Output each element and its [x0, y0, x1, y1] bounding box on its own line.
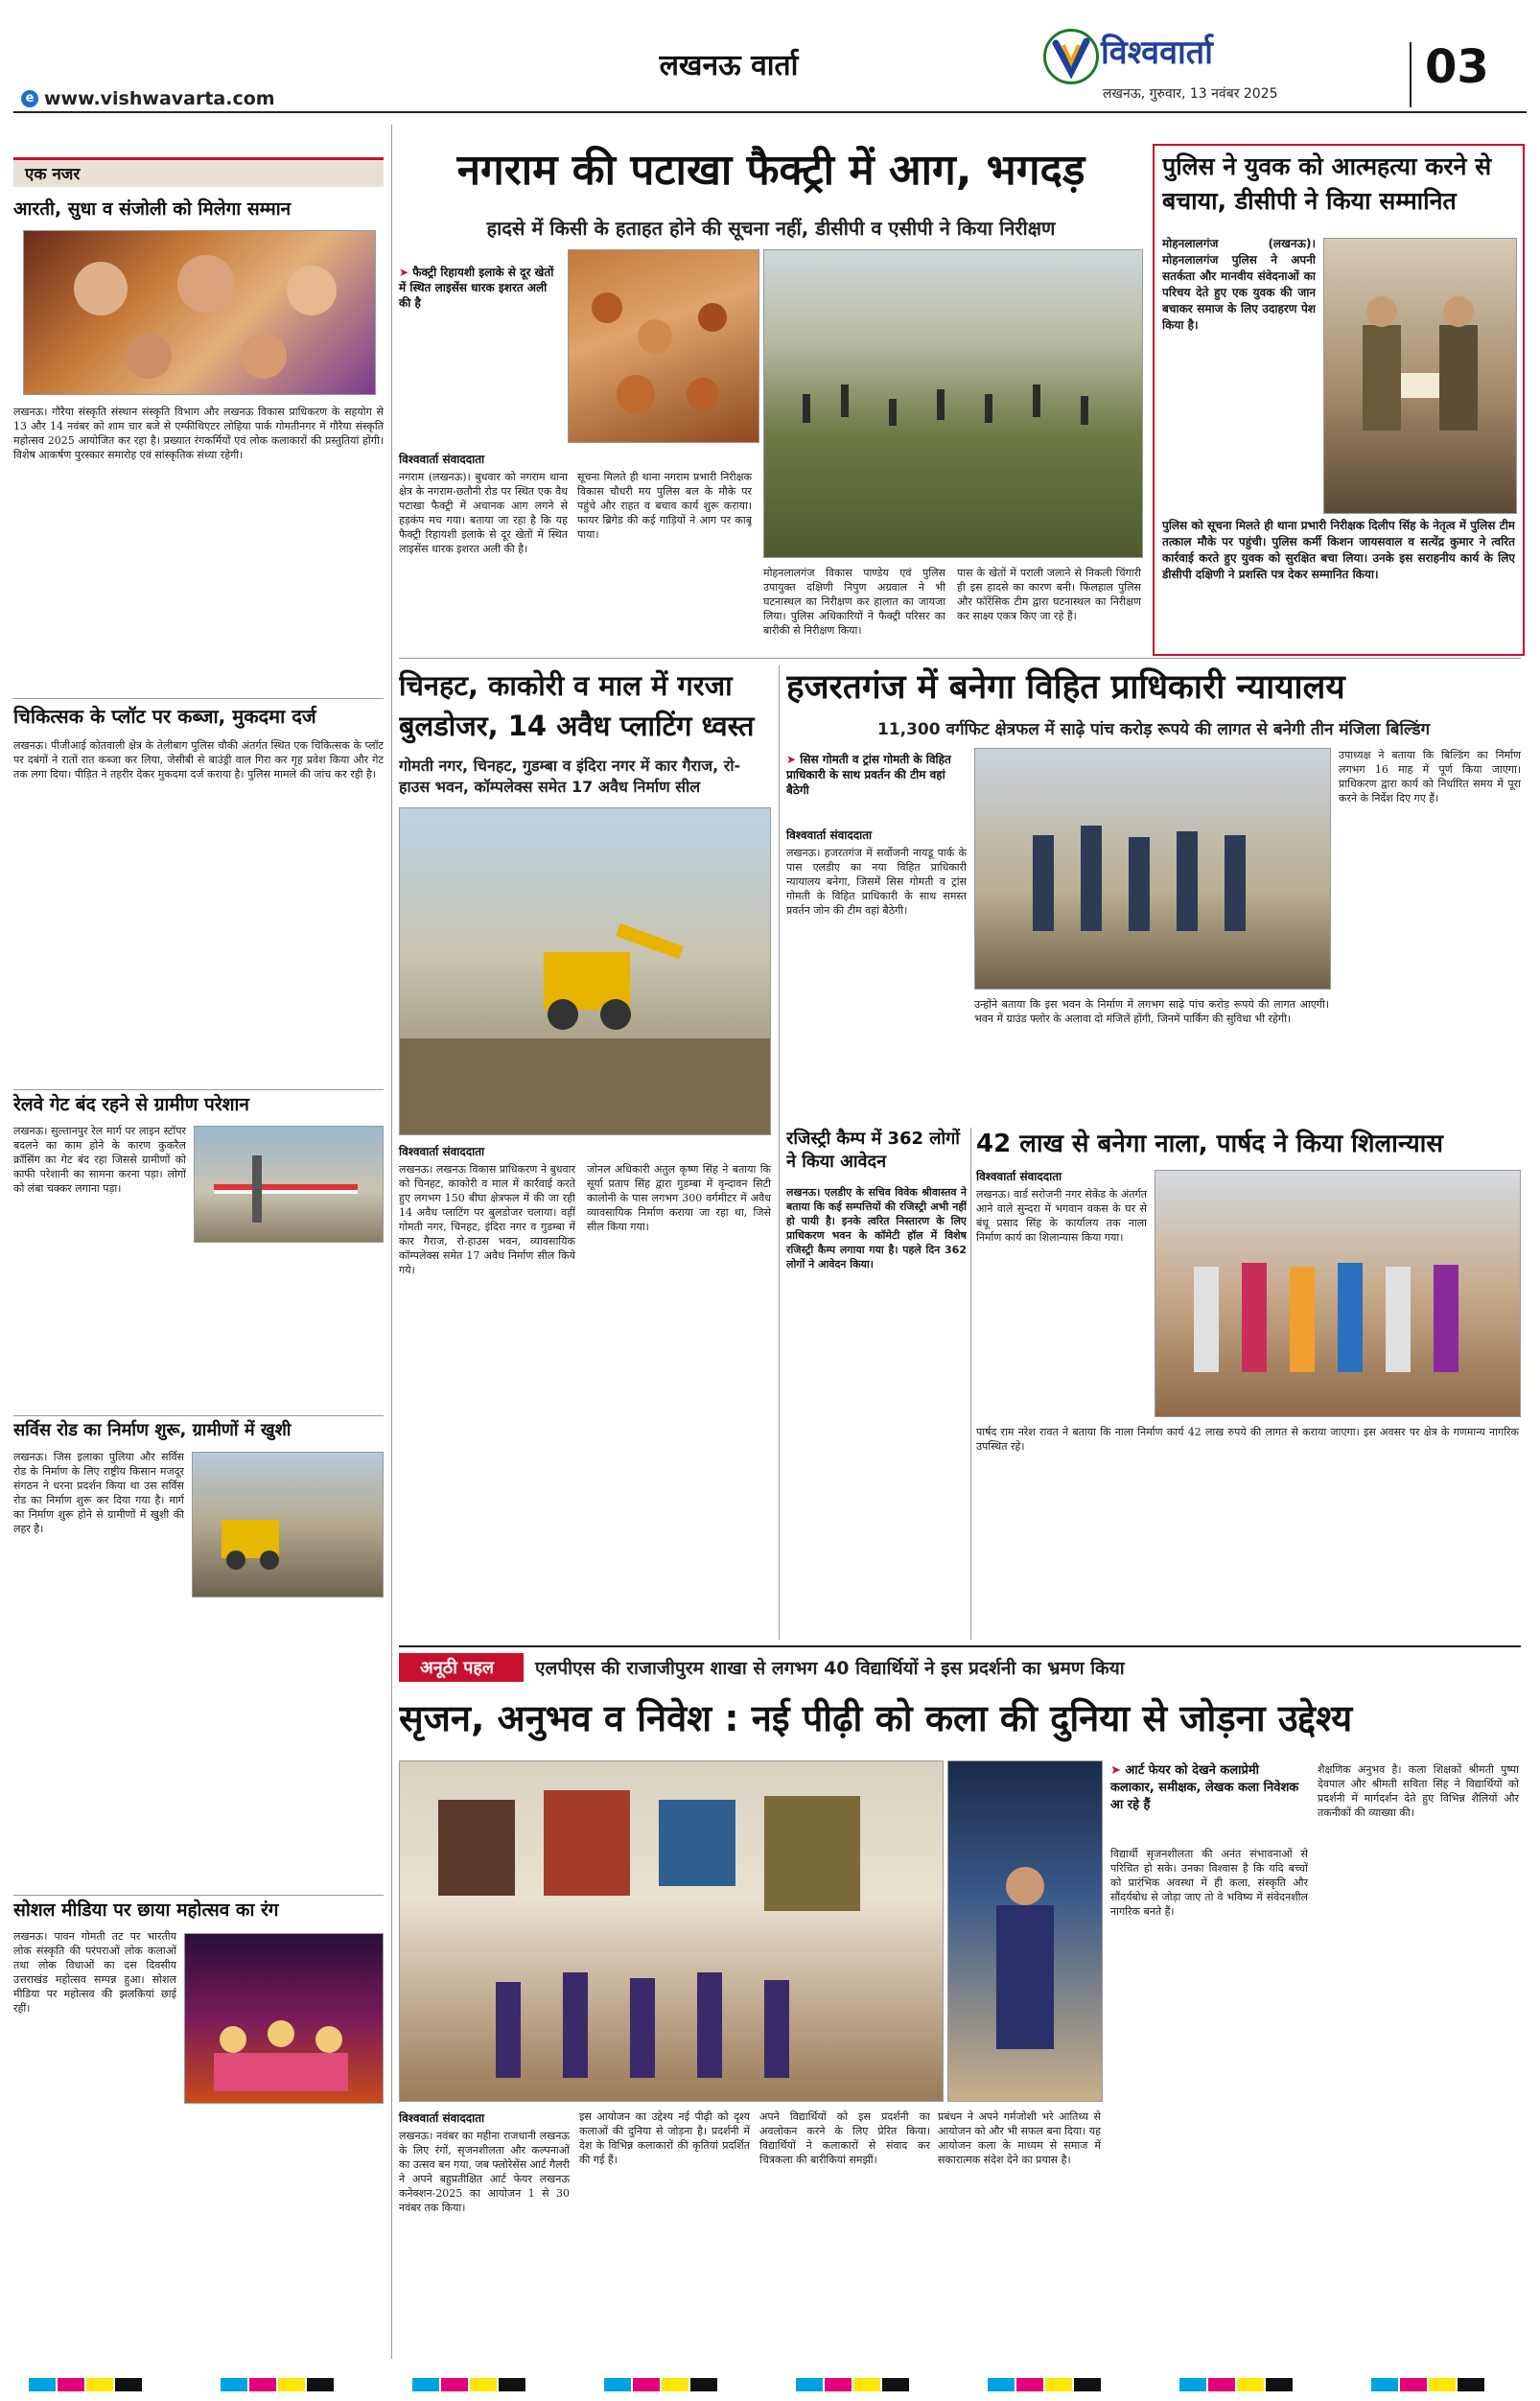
court-headline: हजरतगंज में बनेगा विहित प्राधिकारी न्यायालय: [786, 668, 1345, 707]
lead-body-col1: नगराम (लखनऊ)। बुधवार को नगराम थाना क्षेत्र के नगराम-छतौनी रोड पर स्थित एक वैध पटाखा फैक्ट्री में अचानक आग लगने से हड़कंप मच गया। बताया जा रहा है कि यह फैक्ट्री रिहायशी इलाके से दूर खेतों में स्थित लाइसेंस धारक इशरत अली की है।: [399, 471, 568, 555]
photo-crowd-field: [763, 249, 1143, 558]
headline-doctor-plot: चिकित्सक के प्लॉट पर कब्जा, मुकदमा दर्ज: [13, 705, 316, 728]
bulldozer-headline: चिनहट, काकोरी व माल में गरजा बुलडोजर, 14 अवैध प्लाटिंग ध्वस्त: [399, 669, 755, 742]
photo-firecracker-debris: [568, 249, 759, 443]
body-railway-gate: लखनऊ। सुल्तानपुर रेल मार्ग पर लाइन स्टॉपर बदलने का काम होने के कारण कुकरैल क्रॉसिंग का गेट बंद रहा जिससे ग्रामीणों को काफी परेशानी का सामना करना पड़ा। लोगों को लंबा चक्कर लगाना पड़ा।: [13, 1125, 186, 1195]
art-body-6: शैक्षणिक अनुभव है। कला शिक्षकों श्रीमती पुष्पा देवपाल और श्रीमती सविता सिंह ने विद्यार्थियों को प्रदर्शनी में मार्गदर्शन देते हुए विभिन्न शैलियों और तकनीकों की व्याख्या की।: [1318, 1763, 1519, 1819]
body-social-media-cont: [13, 2129, 384, 2349]
art-kicker-text: आर्ट फेयर को देखने कलाप्रेमी कलाकार, समीक्षक, लेखक कला निवेशक आ रहे हैं: [1110, 1763, 1299, 1812]
art-kicker: [1110, 1762, 1302, 1814]
photo-folk-festival: [184, 1933, 384, 2104]
photo-award-collage: [23, 230, 376, 395]
court-subhead: 11,300 वर्गफिट क्षेत्रफल में साढ़े पांच करोड़ रूपये की लागत से बनेगी तीन मंजिला बिल्डिंग: [876, 720, 1431, 739]
brand-logo-icon: [1043, 29, 1099, 84]
court-kicker: [786, 752, 968, 798]
drain-story: [976, 1128, 1521, 1640]
court-story: [786, 665, 1521, 1116]
body-service-road: लखनऊ। जिस इलाका पुलिया और सर्विस रोड के निर्माण के लिए राष्ट्रीय किसान मजदूर संगठन ने धरना प्रदर्शन किया था उस सर्विस रोड का निर्माण शुरू कर दिया गया है। मार्ग का निर्माण शुरू होने से ग्रामीणों में खुशी की लहर है।: [13, 1451, 184, 1535]
dateline: लखनऊ, गुरुवार, 13 नवंबर 2025: [1103, 86, 1278, 102]
drain-byline: विश्ववार्ता संवाददाता: [976, 1170, 1062, 1183]
art-body-2: लखनऊ। नवंबर का महीना राजधानी लखनऊ के लिए रंगों, सृजनशीलता और कल्पनाओं का उत्सव बन गया, जब फ्लोरेसेंस आर्ट गैलरी ने अपने बहुप्रतीक्षित आर्ट फेयर लखनऊ कनेक्शन-2025 का आयोजन 1 से 30 नवंबर तक किया।: [399, 2130, 570, 2214]
headline-arti-sudha: आरती, सुधा व संजोली को मिलेगा सम्मान: [13, 198, 292, 220]
photo-railway-gate: [194, 1126, 384, 1243]
bulldozer-story: [399, 665, 771, 1640]
bulldozer-body-1: लखनऊ। लखनऊ विकास प्राधिकरण ने बुधवार को चिनहट, काकोरी व माल में कार्रवाई करते हुए लगभग 150 बीघा क्षेत्रफल में की जा रही 14 अवैध प्लाटिंग पर बुलडोजर चलाया। वहीं गोमती नगर, चिनहट, इंदिरा नगर व गुडम्बा में कार गैराज, रो-हाउस भवन, व्यावसायिक कॉम्पलेक्स समेत 17 अवैध निर्माण सील किये गये।: [399, 1163, 575, 1276]
drain-body-2: पार्षद राम नरेश रावत ने बताया कि नाला निर्माण कार्य 42 लाख रुपये की लागत से कराया जाएगा। इस अवसर पर क्षेत्र के गणमान्य नागरिक उपस्थित रहे।: [976, 1426, 1519, 1453]
registry-headline: रजिस्ट्री कैम्प में 362 लोगों ने किया आवेदन: [786, 1129, 960, 1172]
lead-kicker-text: फैक्ट्री रिहायशी इलाके से दूर खेतों में स्थित लाइसेंस धारक इशरत अली की है: [399, 266, 554, 310]
lead-body-col3: मोहनलालगंज विकास पाण्डेय एवं पुलिस उपायुक्त दक्षिणी निपुण अग्रवाल ने भी घटनास्थल का निरीक्षण कर हालात का जायजा लिया। पुलिस अधिकारियों ने फैक्ट्री परिसर का बारीकी से निरीक्षण किया।: [763, 567, 945, 637]
court-kicker-text: सिस गोमती व ट्रांस गोमती के विहित प्राधिकारी के साथ प्रवर्तन की टीम वहां बैठेगी: [786, 753, 951, 797]
photo-police-honour: [1323, 238, 1517, 514]
website-url[interactable]: www.vishwavarta.com: [44, 88, 275, 109]
drain-headline: 42 लाख से बनेगा नाला, पार्षद ने किया शिलान्यास: [976, 1130, 1443, 1158]
page-number: 03: [1425, 40, 1489, 94]
art-label: [399, 1653, 524, 1682]
lead-body-col4: पास के खेतों में पराली जलाने से निकली चिंगारी ही इस हादसे का कारण बनी। फिलहाल पुलिस और फॉरेंसिक टीम द्वारा घटनास्थल का निरीक्षण कर साक्ष्य एकत्र किए जा रहे हैं।: [957, 567, 1141, 622]
art-label-text: अनूठी पहल: [420, 1658, 495, 1678]
bulldozer-byline: विश्ववार्ता संवाददाता: [399, 1145, 485, 1158]
body-service-road-cont: [13, 1678, 384, 1889]
court-body-1: लखनऊ। हजरतगंज में सर्वोजनी नायडू पार्क के पास एलडीए का नया विहित प्राधिकारी न्यायालय बनेगा, जिसमें सिस गोमती व ट्रांस गोमती के विहित प्राधिकारी के साथ समस्त प्रवर्तन जोन की टीम वहां बैठेगी।: [786, 847, 967, 917]
headline-railway-gate: रेलवे गेट बंद रहने से ग्रामीण परेशान: [13, 1094, 249, 1115]
art-body-4: अपने विद्यार्थियों को इस प्रदर्शनी का अवलोकन करने के लिए प्रेरित किया। विद्यार्थियों ने कलाकारों से संवाद कर चित्रकला की बारीकियां समझीं।: [759, 2110, 930, 2166]
section-title: लखनऊ वार्ता: [659, 49, 799, 82]
headline-social-media: सोशल मीडिया पर छाया महोत्सव का रंग: [13, 1900, 279, 1921]
registry-body: लखनऊ। एलडीए के सचिव विवेक श्रीवास्तव ने बताया कि कई सम्पत्तियों की रजिस्ट्री अभी नहीं हो पायी है। इनके त्वरित निस्तारण के लिए प्राधिकरण भवन के कॉमेटी हॉल में विशेष रजिस्ट्री कैम्प लगाया गया है। पहले दिन 362 लोगों ने आवेदन किया।: [786, 1186, 967, 1270]
brand-name: विश्ववार्ता: [1101, 34, 1213, 72]
art-bullet-icon: ➤: [1110, 1763, 1126, 1778]
police-story-box: [1153, 144, 1525, 656]
bullet-icon: ➤: [399, 266, 413, 279]
lead-body-col2: सूचना मिलते ही थाना नगराम प्रभारी निरीक्षक विकास चौधरी मय पुलिस बल के मौके पर पहुंचे और राहत व बचाव कार्य शुरू कराया। फायर ब्रिगेड की कई गाड़ियों ने आग पर काबू पाया।: [577, 471, 752, 541]
court-byline: विश्ववार्ता संवाददाता: [786, 828, 873, 842]
photo-court-site: [974, 748, 1331, 990]
ek-nazar-label-text: एक नजर: [25, 165, 81, 184]
photo-service-road: [192, 1452, 384, 1597]
art-body-3: इस आयोजन का उद्देश्य नई पीढ़ी को दृश्य कलाओं की दुनिया से जोड़ना है। प्रदर्शनी में देश के विभिन्न कलाकारों की कृतियां प्रदर्शित की गई हैं।: [579, 2110, 750, 2166]
art-strap: एलपीएस की राजाजीपुरम शाखा से लगभग 40 विद्यार्थियों ने इस प्रदर्शनी का भ्रमण किया: [535, 1658, 1125, 1679]
ie-globe-icon: e: [21, 90, 38, 107]
bulldozer-subhead: गोमती नगर, चिनहट, गुडम्बा व इंदिरा नगर में कार गैराज, रो-हाउस भवन, कॉम्पलेक्स समेत 17 अवैध निर्माण सील: [399, 757, 741, 796]
ek-nazar-column: [13, 125, 384, 2359]
lead-kicker: [399, 265, 562, 311]
registration-bar: [0, 2374, 1540, 2395]
photo-students: [947, 1760, 1103, 2102]
art-byline: विश्ववार्ता संवाददाता: [399, 2111, 485, 2125]
headline-service-road: सर्विस रोड का निर्माण शुरू, ग्रामीणों में खुशी: [13, 1420, 292, 1440]
court-body-3: उपाध्यक्ष ने बताया कि बिल्डिंग का निर्माण लगभग 16 माह में पूर्ण किया जाएगा। प्राधिकरण द्वारा कार्य को निर्धारित समय में पूरा करने के निर्देश दिए गए हैं।: [1339, 749, 1521, 804]
lead-headline: नगराम की पटाखा फैक्ट्री में आग, भगदड़: [456, 146, 1085, 195]
police-body-1: मोहनलालगंज (लखनऊ)। मोहनलालगंज पुलिस ने अपनी सतर्कता और मानवीय संवेदनाओं का परिचय देते हुए एक युवक की जान बचाकर समाज के लिए उदाहरण पेश किया है।: [1162, 237, 1316, 332]
court-bullet-icon: ➤: [786, 753, 801, 766]
police-headline: पुलिस ने युवक को आत्महत्या करने से बचाया, डीसीपी ने किया सम्मानित: [1162, 152, 1492, 215]
lead-subhead: हादसे में किसी के हताहत होने की सूचना नहीं, डीसीपी व एसीपी ने किया निरीक्षण: [486, 217, 1056, 240]
photo-drain-foundation: [1155, 1170, 1521, 1417]
body-arti-sudha: लखनऊ। गौरैया संस्कृति संस्थान संस्कृति विभाग और लखनऊ विकास प्राधिकरण के सहयोग से 13 और 14 नवंबर को शाम चार बजे से एम्फीथिएटर लोहिया पार्क गोमतीनगर में गौरैया संस्कृति महोत्सव 2025 आयोजित कर रहा है। प्रख्यात रंगकर्मियों एवं लोक कलाकारों की प्रस्तुतियां होंगी। विशेष आकर्षण पुरस्कार समारोह एवं सांस्कृतिक संध्या रहेगी।: [13, 406, 384, 461]
photo-art-gallery: [399, 1760, 944, 2102]
art-story: [399, 1645, 1521, 2359]
photo-bulldozer: [399, 807, 771, 1135]
bulldozer-body-2: जोनल अधिकारी अतुल कृष्ण सिंह ने बताया कि सूर्या प्रताप सिंह द्वारा गुडम्बा में वृन्दावन सिटी कालोनी के पास लगभग 300 वर्गमीटर में अवैध व्यावसायिक निर्माण कराया जा रहा था, जिसे सील किया गया।: [587, 1163, 771, 1233]
body-social-media: लखनऊ। पावन गोमती तट पर भारतीय लोक संस्कृति की परंपराओं लोक कलाओं तथा लोक विधाओं का दस दिवसीय उत्तराखंड महोत्सव सम्पन्न हुआ। सोशल मीडिया पर महोत्सव की झलकियां छाई रहीं।: [13, 1930, 176, 2015]
court-body-2: उन्होंने बताया कि इस भवन के निर्माण में लगभग साढ़े पांच करोड़ रूपये की लागत आएगी। भवन में ग्राउंड फ्लोर के अलावा दो मंजिलें होंगी, जिनमें पार्किंग की सुविधा भी रहेगी।: [974, 998, 1329, 1025]
art-body-1: विद्यार्थी सृजनशीलता की अनंत संभावनाओं से परिचित हो सके। उनका विश्वास है कि यदि बच्चों को प्रारंभिक अवस्था में ही कला, संस्कृति और सौंदर्यबोध से जोड़ा जाए तो वे भविष्य में संवेदनशील नागरिक बनते हैं।: [1110, 1848, 1308, 1918]
body-railway-gate-cont: [13, 1285, 384, 1410]
lead-byline: विश्ववार्ता संवाददाता: [399, 453, 485, 466]
registry-story: [786, 1128, 967, 1640]
body-doctor-plot: लखनऊ। पीजीआई कोतवाली क्षेत्र के तेलीबाग पुलिस चौकी अंतर्गत स्थित एक चिकित्सक के प्लॉट पर दबंगों ने रातों रात कब्जा कर लिया, जेसीबी से बाउंड्री वाल गिरा कर गृह प्रवेश किया और गेट तक लगा दिया। पीड़ित ने तहरीर देकर मुकदमा दर्ज कराया है। पुलिस मामले की जांच कर रही है।: [13, 739, 384, 781]
ek-nazar-label: [13, 157, 384, 187]
police-body-2: पुलिस को सूचना मिलते ही थाना प्रभारी निरीक्षक दिलीप सिंह के नेतृत्व में पुलिस टीम तत्काल मौके पर पहुंची। पुलिस कर्मी किशन जायसवाल व सत्येंद्र कुमार ने त्वरित कार्रवाई करते हुए युवक को सुरक्षित बचा लिया। उनके इस सराहनीय कार्य के लिए डीसीपी दक्षिणी ने प्रशस्ति पत्र देकर सम्मानित किया।: [1162, 519, 1515, 581]
website-row[interactable]: [21, 88, 275, 109]
art-headline: सृजन, अनुभव व निवेश : नई पीढ़ी को कला की दुनिया से जोड़ना उद्देश्य: [399, 1697, 1353, 1739]
drain-body-1: लखनऊ। वार्ड सरोजनी नगर सेकेंड के अंतर्गत आने वाले सुन्दरा में भगवान वकस के घर से बंधू प्रसाद सिंह के कार्यालय तक नाला निर्माण कार्य का शिलान्यास किया गया।: [976, 1188, 1147, 1244]
masthead: [0, 0, 1540, 113]
art-body-5: प्रबंधन ने अपने गर्मजोशी भरे आतिथ्य से आयोजन को और भी सफल बना दिया। यह आयोजन कला के माध्यम से समाज में सकारात्मक संदेश देने का प्रयास है।: [938, 2110, 1101, 2166]
